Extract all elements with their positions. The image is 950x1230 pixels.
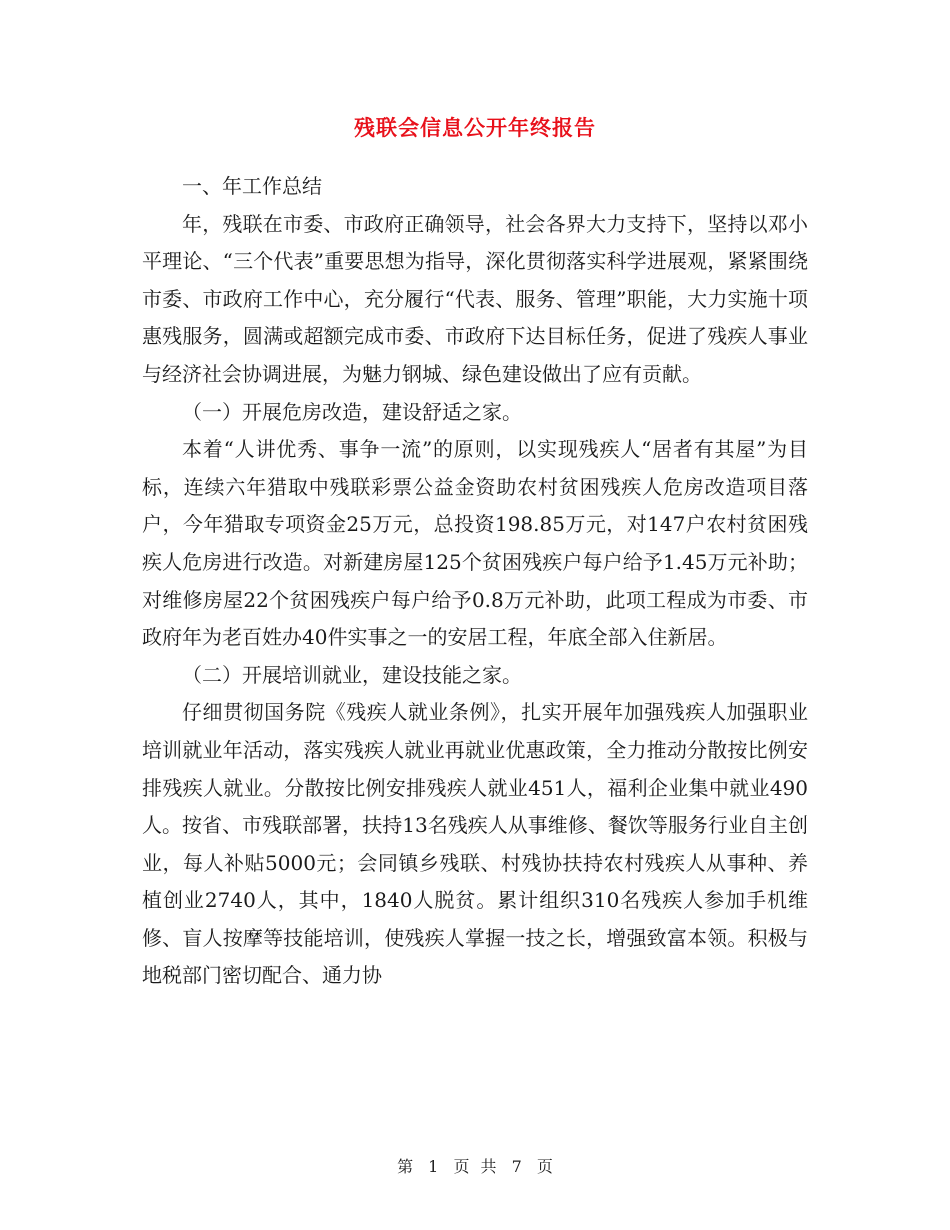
document-title: 残联会信息公开年终报告 bbox=[354, 115, 596, 140]
subsection-heading: （一）开展危房改造，建设舒适之家。 bbox=[182, 399, 522, 424]
page-footer bbox=[0, 1154, 950, 1177]
footer-prefix: 第 bbox=[397, 1157, 414, 1176]
total-pages-number: 7 bbox=[511, 1157, 522, 1176]
body-paragraph: 仔细贯彻国务院《残疾人就业条例》，扎实开展年加强残疾人加强职业培训就业年活动，落实残疾人就业再就业优惠政策，全力推动分散按比例安排残疾人就业。分散按比例安排残疾人就业451人，福利企业集中就业490人。按省、市残联部署，扶持13名残疾人从事维修、餐饮等服务行业自主创业，每人补贴5000元；会同镇乡残联、村残协扶持农村残疾人从事种、养植创业2740人，其中，1840人脱贫。累计组织310名残疾人参加手机维修、盲人按摩等技能培训，使残疾人掌握一技之长，增强致富本领。积极与地税部门密切配合、通力协 bbox=[142, 700, 808, 988]
section-heading: 一、年工作总结 bbox=[182, 174, 322, 198]
body-paragraph: 本着“人讲优秀、事争一流”的原则，以实现残疾人“居者有其屋”为目标，连续六年猎取中残联彩票公益金资助农村贫困残疾人危房改造项目落户，今年猎取专项资金25万元，总投资198.85万元，对147户农村贫困残疾人危房进行改造。对新建房屋125个贫困残疾户每户给予1.45万元补助；对维修房屋22个贫困残疾户每户给予0.8万元补助，此项工程成为市委、市政府年为老百姓办40件实事之一的安居工程，年底全部入住新居。 bbox=[142, 437, 808, 650]
document-body bbox=[142, 168, 808, 995]
current-page-number: 1 bbox=[428, 1157, 439, 1176]
body-paragraph: 年，残联在市委、市政府正确领导，社会各界大力支持下，坚持以邓小平理论、“三个代表”重要思想为指导，深化贯彻落实科学进展观，紧紧围绕市委、市政府工作中心，充分履行“代表、服务、管理”职能，大力实施十项惠残服务，圆满或超额完成市委、市政府下达目标任务，促进了残疾人事业与经济社会协调进展，为魅力钢城、绿色建设做出了应有贡献。 bbox=[142, 211, 808, 386]
subsection-heading: （二）开展培训就业，建设技能之家。 bbox=[182, 662, 522, 687]
footer-suffix: 页 bbox=[536, 1157, 553, 1176]
footer-middle: 页 共 bbox=[453, 1157, 497, 1176]
